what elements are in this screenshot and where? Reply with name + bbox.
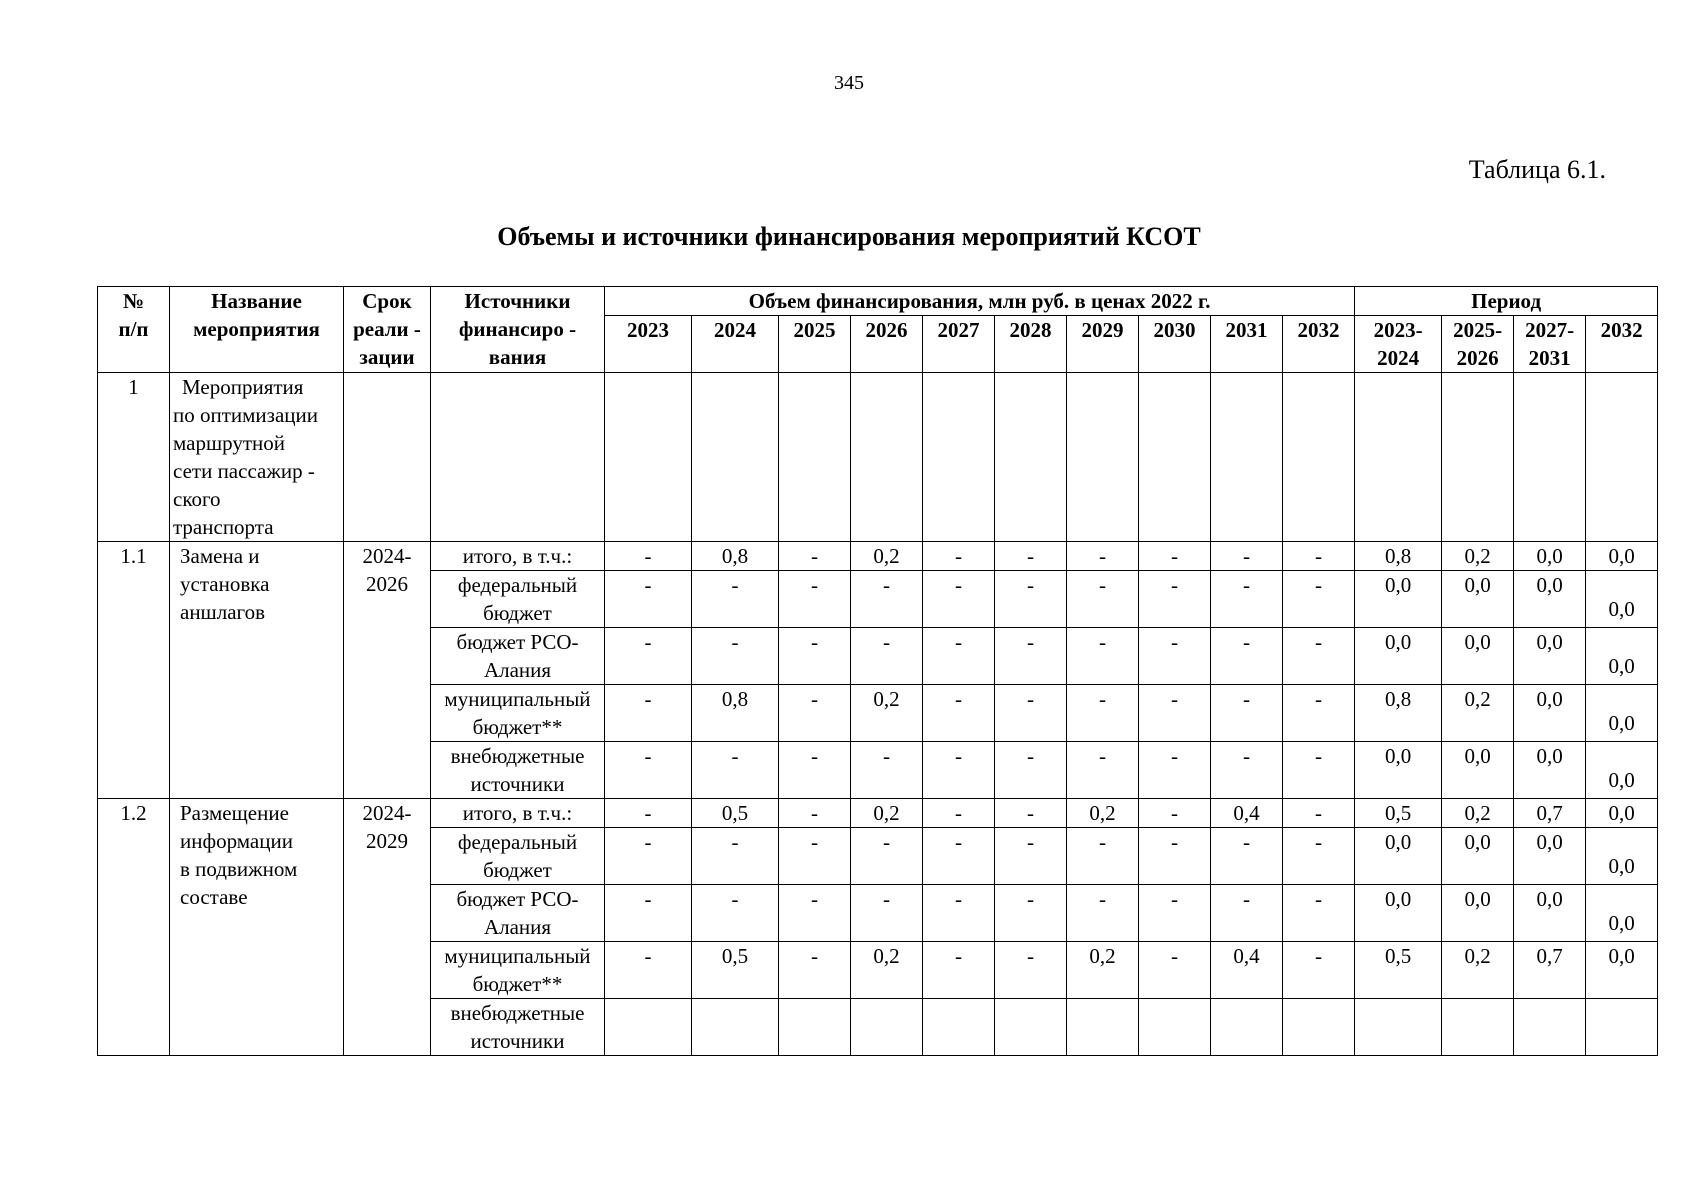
- year-value: -: [692, 828, 779, 885]
- header-text: вания: [488, 345, 547, 369]
- year-value: 0,4: [1211, 799, 1283, 828]
- year-value: -: [779, 828, 851, 885]
- period-header-line: 2026: [1456, 346, 1499, 370]
- year-value: [1283, 999, 1355, 1056]
- period-value: [1514, 999, 1586, 1056]
- year-value: -: [692, 571, 779, 628]
- header-volume: Объем финансирования, млн руб. в ценах 2022 г.: [605, 287, 1355, 316]
- period-value: 0,0: [1442, 742, 1514, 799]
- year-value: -: [692, 885, 779, 942]
- empty-cell: [1283, 373, 1355, 542]
- period-value: 0,0: [1586, 742, 1658, 799]
- source-line: бюджет РСО-: [456, 630, 579, 654]
- period-value: 0,0: [1586, 571, 1658, 628]
- year-value: [605, 999, 692, 1056]
- year-value: -: [1283, 885, 1355, 942]
- period-value: [1355, 999, 1442, 1056]
- year-value: -: [995, 628, 1067, 685]
- name-line: ского: [173, 487, 221, 511]
- source-line: внебюджетные: [450, 1001, 585, 1025]
- empty-cell: [344, 373, 431, 542]
- year-value: 0,4: [1211, 942, 1283, 999]
- year-value: -: [1139, 799, 1211, 828]
- year-value: -: [923, 742, 995, 799]
- year-value: -: [1067, 542, 1139, 571]
- year-value: -: [1067, 885, 1139, 942]
- period-value: 0,2: [1442, 942, 1514, 999]
- source-line: бюджет**: [472, 972, 563, 996]
- name-line: Мероприятия: [182, 375, 304, 399]
- name-line: по оптимизации: [173, 403, 319, 427]
- table-row: [98, 373, 1658, 542]
- year-value: -: [1067, 628, 1139, 685]
- table-header: [98, 287, 1658, 373]
- year-value: -: [1211, 828, 1283, 885]
- financing-table: [97, 286, 1658, 1056]
- year-header: 2026: [851, 316, 923, 373]
- year-header: 2025: [779, 316, 851, 373]
- year-value: [851, 999, 923, 1056]
- year-value: [779, 999, 851, 1056]
- table-body: [98, 373, 1658, 1056]
- source-line: федеральный: [457, 830, 578, 854]
- year-value: -: [923, 828, 995, 885]
- period-value: [1586, 999, 1658, 1056]
- period-header: [1514, 316, 1586, 373]
- period-value: 0,0: [1355, 828, 1442, 885]
- document-title: Объемы и источники финансирования мероприятий КСОТ: [497, 222, 1201, 251]
- source-cell: [431, 685, 605, 742]
- year-value: -: [923, 685, 995, 742]
- year-value: -: [779, 571, 851, 628]
- year-value: -: [1211, 542, 1283, 571]
- period-header-line: 2025-: [1453, 318, 1503, 342]
- source-cell: [431, 628, 605, 685]
- empty-cell: [1586, 373, 1658, 542]
- year-value: -: [605, 799, 692, 828]
- year-value: -: [605, 685, 692, 742]
- year-value: 0,5: [692, 942, 779, 999]
- period-value: 0,2: [1442, 685, 1514, 742]
- period-value: 0,2: [1442, 799, 1514, 828]
- header-name: [170, 287, 344, 373]
- name-line: аншлагов: [180, 600, 266, 624]
- year-value: -: [1283, 542, 1355, 571]
- source-line: бюджет**: [472, 715, 563, 739]
- year-value: -: [1211, 885, 1283, 942]
- source-line: итого, в т.ч.:: [462, 801, 573, 825]
- period-value: 0,0: [1586, 885, 1658, 942]
- period-value: 0,0: [1355, 742, 1442, 799]
- year-value: -: [1139, 571, 1211, 628]
- year-value: [1067, 999, 1139, 1056]
- year-header: 2029: [1067, 316, 1139, 373]
- name-line: установка: [180, 572, 270, 596]
- source-line: бюджет: [483, 858, 552, 882]
- row-number: 1.1: [98, 542, 170, 799]
- year-header: 2023: [605, 316, 692, 373]
- year-value: -: [1067, 685, 1139, 742]
- row-number: 1.2: [98, 799, 170, 1056]
- year-value: -: [779, 942, 851, 999]
- table-caption: Таблица 6.1.: [1468, 155, 1606, 184]
- source-line: федеральный: [457, 573, 578, 597]
- empty-cell: [1211, 373, 1283, 542]
- year-value: -: [779, 628, 851, 685]
- year-value: -: [995, 942, 1067, 999]
- year-header: 2024: [692, 316, 779, 373]
- year-value: -: [923, 799, 995, 828]
- name-line: Размещение: [180, 801, 289, 825]
- year-value: -: [779, 742, 851, 799]
- period-value: [1442, 999, 1514, 1056]
- year-value: -: [1283, 799, 1355, 828]
- period-value: 0,0: [1442, 628, 1514, 685]
- year-header: 2031: [1211, 316, 1283, 373]
- year-value: -: [605, 628, 692, 685]
- header-text: мероприятия: [193, 317, 320, 341]
- term-line: 2026: [366, 572, 408, 596]
- year-value: -: [779, 799, 851, 828]
- year-value: -: [1283, 742, 1355, 799]
- year-value: -: [1139, 942, 1211, 999]
- measure-name: [170, 373, 344, 542]
- period-value: 0,7: [1514, 799, 1586, 828]
- period-value: 0,0: [1355, 885, 1442, 942]
- term-line: 2024-: [362, 801, 412, 825]
- year-value: -: [1211, 742, 1283, 799]
- year-value: 0,2: [1067, 799, 1139, 828]
- period-value: 0,0: [1586, 828, 1658, 885]
- period-header-line: 2032: [1600, 318, 1643, 342]
- period-value: 0,0: [1586, 628, 1658, 685]
- year-value: -: [692, 742, 779, 799]
- year-value: 0,2: [851, 542, 923, 571]
- year-value: [923, 999, 995, 1056]
- header-text: Название: [211, 289, 302, 313]
- name-line: Замена и: [180, 544, 260, 568]
- period-value: 0,0: [1586, 942, 1658, 999]
- year-value: -: [1139, 542, 1211, 571]
- year-value: -: [779, 885, 851, 942]
- year-value: -: [1139, 685, 1211, 742]
- period-value: 0,5: [1355, 799, 1442, 828]
- period-value: 0,0: [1355, 628, 1442, 685]
- empty-cell: [431, 373, 605, 542]
- period-value: 0,0: [1514, 742, 1586, 799]
- year-value: -: [1067, 571, 1139, 628]
- period-value: 0,0: [1514, 685, 1586, 742]
- source-cell: [431, 999, 605, 1056]
- header-sources: [431, 287, 605, 373]
- header-num: [98, 287, 170, 373]
- source-line: внебюджетные: [450, 744, 585, 768]
- name-line: в подвижном: [180, 857, 298, 881]
- year-value: -: [1139, 828, 1211, 885]
- year-value: -: [779, 542, 851, 571]
- source-cell: [431, 571, 605, 628]
- header-text: п/п: [118, 317, 149, 341]
- period-value: 0,8: [1355, 542, 1442, 571]
- year-value: -: [851, 828, 923, 885]
- page-number: 345: [834, 72, 864, 94]
- year-value: -: [995, 885, 1067, 942]
- year-value: [995, 999, 1067, 1056]
- year-value: -: [1283, 942, 1355, 999]
- empty-cell: [1067, 373, 1139, 542]
- empty-cell: [1514, 373, 1586, 542]
- year-value: -: [605, 542, 692, 571]
- period-value: 0,0: [1355, 571, 1442, 628]
- year-value: -: [923, 885, 995, 942]
- table-row: [98, 799, 1658, 828]
- year-value: [1139, 999, 1211, 1056]
- source-line: бюджет: [483, 601, 552, 625]
- year-value: -: [923, 571, 995, 628]
- row-number: 1: [98, 373, 170, 542]
- period-header-line: 2024: [1377, 346, 1420, 370]
- header-text: зации: [359, 345, 415, 369]
- table-row: [98, 542, 1658, 571]
- source-line: источники: [470, 772, 565, 796]
- header-period: Период: [1355, 287, 1658, 316]
- term-line: 2024-: [362, 544, 412, 568]
- year-value: -: [1139, 742, 1211, 799]
- period-value: 0,5: [1355, 942, 1442, 999]
- year-value: 0,2: [1067, 942, 1139, 999]
- year-value: -: [692, 628, 779, 685]
- year-value: [1211, 999, 1283, 1056]
- period-value: 0,0: [1586, 542, 1658, 571]
- year-value: -: [605, 828, 692, 885]
- year-value: -: [995, 542, 1067, 571]
- period-header: [1355, 316, 1442, 373]
- term-cell: [344, 542, 431, 799]
- year-value: -: [995, 828, 1067, 885]
- year-value: -: [923, 942, 995, 999]
- period-value: 0,0: [1442, 828, 1514, 885]
- header-text: №: [122, 289, 145, 313]
- year-value: 0,2: [851, 799, 923, 828]
- period-value: 0,0: [1586, 685, 1658, 742]
- year-header: 2030: [1139, 316, 1211, 373]
- year-value: -: [1283, 628, 1355, 685]
- name-line: информации: [180, 829, 293, 853]
- year-value: -: [995, 571, 1067, 628]
- period-value: 0,7: [1514, 942, 1586, 999]
- year-value: -: [1283, 571, 1355, 628]
- year-header: 2027: [923, 316, 995, 373]
- source-line: Алания: [483, 658, 552, 682]
- period-value: 0,0: [1586, 799, 1658, 828]
- header-term: [344, 287, 431, 373]
- year-value: -: [851, 742, 923, 799]
- year-value: -: [923, 628, 995, 685]
- empty-cell: [1139, 373, 1211, 542]
- period-value: 0,8: [1355, 685, 1442, 742]
- source-line: источники: [470, 1029, 565, 1053]
- empty-cell: [605, 373, 692, 542]
- year-value: -: [605, 571, 692, 628]
- year-value: 0,8: [692, 685, 779, 742]
- year-value: -: [1211, 571, 1283, 628]
- source-cell: [431, 542, 605, 571]
- source-line: бюджет РСО-: [456, 887, 579, 911]
- year-value: -: [851, 571, 923, 628]
- year-value: -: [1139, 628, 1211, 685]
- empty-cell: [692, 373, 779, 542]
- term-line: 2029: [366, 829, 408, 853]
- name-line: сети пассажир -: [173, 459, 315, 483]
- year-value: -: [923, 542, 995, 571]
- year-value: -: [1283, 828, 1355, 885]
- name-line: маршрутной: [173, 431, 286, 455]
- header-text: реали -: [353, 317, 421, 341]
- year-value: -: [1211, 685, 1283, 742]
- period-value: 0,0: [1514, 571, 1586, 628]
- measure-name: [170, 542, 344, 799]
- source-line: Алания: [483, 915, 552, 939]
- empty-cell: [923, 373, 995, 542]
- period-value: 0,0: [1514, 542, 1586, 571]
- empty-cell: [779, 373, 851, 542]
- empty-cell: [1442, 373, 1514, 542]
- header-text: финансиро -: [458, 317, 577, 341]
- measure-name: [170, 799, 344, 1056]
- year-value: -: [779, 685, 851, 742]
- year-header: 2028: [995, 316, 1067, 373]
- year-value: -: [995, 685, 1067, 742]
- header-text: Источники: [464, 289, 571, 313]
- source-line: муниципальный: [444, 944, 591, 968]
- year-value: 0,2: [851, 942, 923, 999]
- year-value: -: [1067, 828, 1139, 885]
- year-value: 0,5: [692, 799, 779, 828]
- year-value: -: [995, 799, 1067, 828]
- period-value: 0,0: [1514, 885, 1586, 942]
- source-cell: [431, 942, 605, 999]
- term-cell: [344, 799, 431, 1056]
- source-cell: [431, 799, 605, 828]
- period-value: 0,0: [1442, 571, 1514, 628]
- year-value: 0,8: [692, 542, 779, 571]
- year-value: -: [1067, 742, 1139, 799]
- source-line: муниципальный: [444, 687, 591, 711]
- period-header: [1442, 316, 1514, 373]
- period-value: 0,0: [1514, 828, 1586, 885]
- empty-cell: [995, 373, 1067, 542]
- year-value: -: [1211, 628, 1283, 685]
- source-cell: [431, 885, 605, 942]
- period-header-line: 2027-: [1525, 318, 1575, 342]
- name-line: транспорта: [173, 515, 274, 539]
- period-value: 0,0: [1442, 885, 1514, 942]
- year-value: -: [851, 628, 923, 685]
- name-line: составе: [180, 885, 248, 909]
- period-value: 0,2: [1442, 542, 1514, 571]
- header-text: Срок: [362, 289, 412, 313]
- year-value: -: [851, 885, 923, 942]
- year-header: 2032: [1283, 316, 1355, 373]
- year-value: [692, 999, 779, 1056]
- period-value: 0,0: [1514, 628, 1586, 685]
- period-header-line: 2023-: [1373, 318, 1423, 342]
- source-line: итого, в т.ч.:: [462, 544, 573, 568]
- period-header-line: 2031: [1528, 346, 1571, 370]
- year-value: -: [605, 942, 692, 999]
- year-value: -: [605, 885, 692, 942]
- empty-cell: [851, 373, 923, 542]
- year-value: -: [605, 742, 692, 799]
- period-header: [1586, 316, 1658, 373]
- year-value: -: [1139, 885, 1211, 942]
- source-cell: [431, 828, 605, 885]
- empty-cell: [1355, 373, 1442, 542]
- year-value: -: [1283, 685, 1355, 742]
- year-value: -: [995, 742, 1067, 799]
- year-value: 0,2: [851, 685, 923, 742]
- source-cell: [431, 742, 605, 799]
